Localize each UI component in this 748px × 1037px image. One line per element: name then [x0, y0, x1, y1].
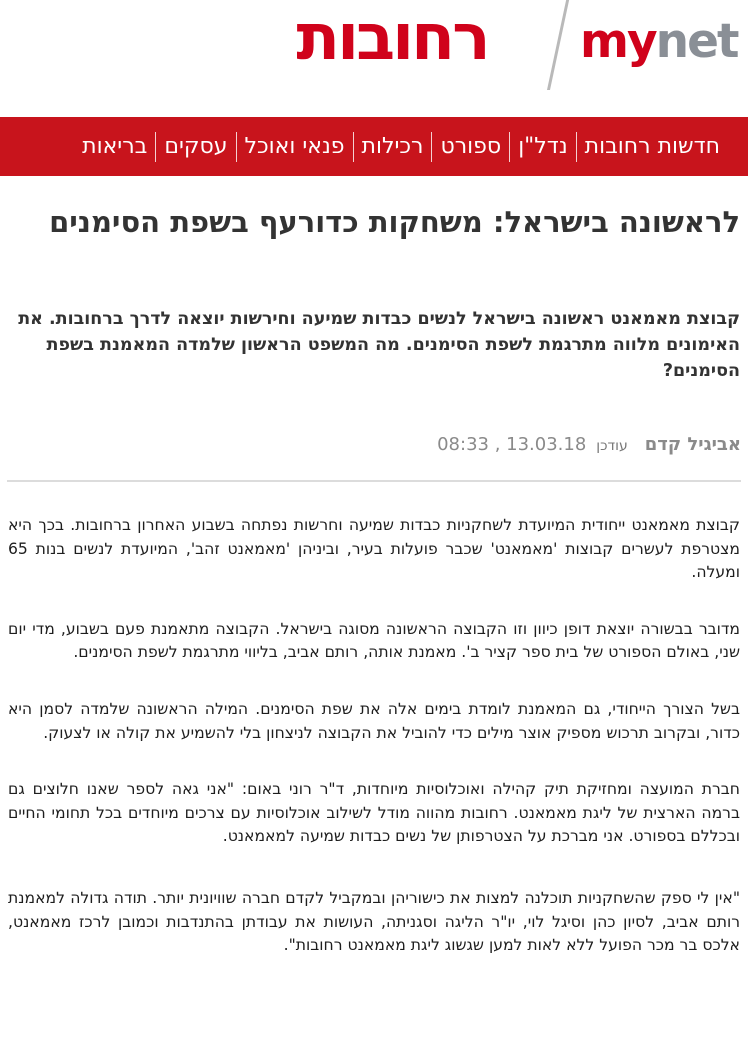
site-header: [0, 0, 748, 115]
paragraph-gap: [8, 745, 740, 778]
article-subtitle: קבוצת מאמאנט ראשונה בישראל לנשים כבדות שמיעה וחירשות יוצאה לדרך ברחובות. את האימונים מלווה מתרגמת לשפת הסימנים. מה המשפט הראשון שלמדה המאמנת בשפת הסימנים?: [18, 309, 740, 381]
article-paragraph: בשל הצורך הייחודי, גם המאמנת לומדת בימים אלה את שפת הסימנים. המילה הראשונה שלמדה לסמן היא כדור, ובקרוב תרכוש מספיק אוצר מילים כדי להוביל את הקבוצה לניצחון בלי להשמיע את קולה או לצעוק.: [8, 699, 740, 742]
nav-item-gossip[interactable]: רכילות: [361, 134, 424, 159]
paragraph-gap: [8, 665, 740, 698]
main-nav: [0, 117, 748, 176]
nav-item-real-estate[interactable]: נדל"ן: [518, 134, 568, 159]
divider: [7, 480, 741, 482]
author-name[interactable]: אביגיל קדם: [644, 434, 741, 455]
article-date: 13.03.18: [506, 434, 587, 455]
nav-item-health[interactable]: בריאות: [82, 134, 148, 159]
logo-divider: [547, 0, 569, 90]
article-body: [8, 514, 740, 958]
paragraph-gap: [8, 585, 740, 618]
article-paragraph: "אין לי ספק שהשחקניות תוכלנה למצות את כישוריהן ובמקביל לקדם חברה שוויונית יותר. תודה גדולה למאמנת רותם אביב, לסיון כהן וסיגל לוי, יו"ר הליגה וסגניתה, העושות את עבודתן בהתנדבות וכמובן לרכז מאמאנט, אלכס בר מכר הפועל ללא לאות למען שגשוג ליגת מאמאנט רחובות".: [8, 888, 740, 955]
article-paragraph: מדובר בבשורה יוצאת דופן כיוון וזו הקבוצה הראשונה מסוגה בישראל. הקבוצה מתאמנת פעם בשבוע, מדי יום שני, באולם הספורט של בית ספר קציר ב'. מאמנת אותה, רותם אביב, בליווי מתרגמת לשפת הסימנים.: [8, 619, 740, 662]
article-time: 08:33: [437, 434, 489, 455]
nav-item-sport[interactable]: ספורט: [440, 134, 502, 159]
updated-label: עודכן: [596, 438, 628, 454]
logo-my-text: my: [580, 14, 656, 69]
paragraph-gap: [8, 849, 740, 887]
article-byline: [11, 434, 741, 460]
nav-item-leisure-food[interactable]: פנאי ואוכל: [244, 134, 345, 159]
nav-item-business[interactable]: עסקים: [164, 134, 228, 159]
nav-item-news[interactable]: חדשות רחובות: [584, 134, 720, 159]
mynet-logo[interactable]: [580, 12, 744, 72]
city-logo[interactable]: רחובות: [296, 1, 488, 75]
article-datetime: 08:33 , 13.03.18: [437, 434, 587, 455]
article-paragraph: קבוצת מאמאנט ייחודית המיועדת לשחקניות כבדות שמיעה וחרשות נפתחה בשבוע האחרון ברחובות. בכך היא מצטרפת לעשרים קבוצות 'מאמאנט' שכבר פועלות בעיר, וביניהן 'מאמאנט זהב', המיועדת לנשים בנות 65 ומעלה.: [8, 516, 740, 582]
article-title: לראשונה בישראל: משחקות כדורעף בשפת הסימנים: [49, 205, 740, 239]
article-paragraph: חברת המועצה ומחזיקת תיק קהילה ואוכלוסיות מיוחדות, ד"ר רוני באום: "אני גאה לספר שאנו חלוצים גם ברמה הארצית של ליגת מאמאנט. רחובות מהווה מודל לשילוב אוכלוסיות עם צרכים מיוחדים בכל תחומי החיים ובכללם בספורט. אני מברכת על הצטרפותן של נשים כבדות שמיעה למאמאנט.: [8, 780, 740, 846]
logo-net-text: net: [655, 14, 738, 69]
